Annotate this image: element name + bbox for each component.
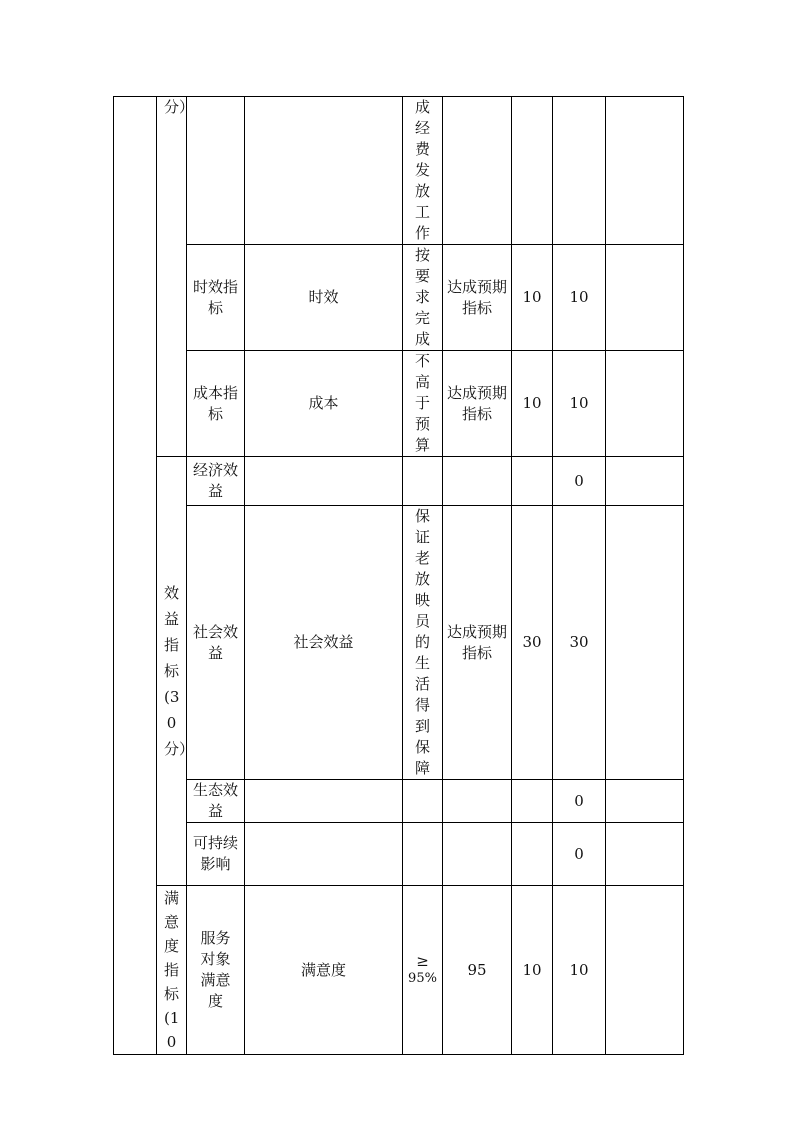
table-row [114,823,684,886]
output-indicator-tail: 分） [164,98,195,116]
weight-cell: 10 [512,886,553,1055]
weight-cell: 30 [512,506,553,780]
remark-cell [606,351,684,457]
table-row [114,97,684,245]
table-row [114,457,684,506]
indicator-cell [245,780,403,823]
level1-indicator-cell [114,97,157,1055]
indicator-cell: 成本 [245,351,403,457]
content-value: 95% [408,971,437,986]
content-text: 成经费发放工作 [415,98,431,242]
benefit-indicator-label: 效益指标(30分） [164,584,195,758]
remark-cell [606,780,684,823]
indicator-cell: 时效 [245,245,403,351]
weight-cell [512,97,553,245]
standard-cell [443,780,512,823]
indicator-cell: 社会效益 [245,506,403,780]
table-row [114,780,684,823]
remark-cell [606,457,684,506]
level3-cell [187,97,245,245]
remark-cell [606,245,684,351]
indicator-cell [245,97,403,245]
remark-cell [606,823,684,886]
standard-cell: 达成预期指标 [443,351,512,457]
score-cell: 0 [553,780,606,823]
standard-cell: 95 [443,886,512,1055]
weight-cell: 10 [512,351,553,457]
weight-cell [512,780,553,823]
level3-cell: 时效指标 [187,245,245,351]
content-cell [403,457,443,506]
score-cell: 0 [553,457,606,506]
standard-cell [443,457,512,506]
content-text: 不高于预算 [415,352,431,454]
level3-text: 服务对象满意度 [200,929,231,1010]
score-cell: 10 [553,886,606,1055]
weight-cell [512,823,553,886]
level3-cell: 成本指标 [187,351,245,457]
standard-cell: 达成预期指标 [443,506,512,780]
remark-cell [606,506,684,780]
indicator-cell [245,823,403,886]
standard-cell [443,823,512,886]
weight-cell [512,457,553,506]
score-cell: 10 [553,351,606,457]
content-cell [403,245,443,351]
remark-cell [606,97,684,245]
indicator-cell [245,457,403,506]
content-cell [403,506,443,780]
standard-cell: 达成预期指标 [443,245,512,351]
content-cell [403,886,443,1055]
level3-cell: 经济效益 [187,457,245,506]
level3-text: 可持续影响 [193,834,239,873]
level3-cell: 生态效益 [187,780,245,823]
content-cell [403,97,443,245]
level3-cell: 社会效益 [187,506,245,780]
content-cell [403,780,443,823]
satisfaction-indicator-cell [157,886,187,1055]
content-cell [403,823,443,886]
score-cell: 0 [553,823,606,886]
indicator-cell: 满意度 [245,886,403,1055]
remark-cell [606,886,684,1055]
table-row [114,506,684,780]
level3-cell [187,823,245,886]
score-cell: 10 [553,245,606,351]
performance-indicator-table [113,96,684,1055]
content-text: 按要求完成 [415,246,431,348]
level3-cell [187,886,245,1055]
table-row [114,886,684,1055]
benefit-indicator-cell [157,457,195,886]
standard-cell [443,97,512,245]
output-indicator-cell [157,97,195,457]
satisfaction-indicator-label: 满意度指标(10 [164,889,180,1051]
score-cell: 30 [553,506,606,780]
content-symbol: ≥ [416,952,429,970]
content-text: 保证老放映员的生活得到保障 [415,507,431,777]
weight-cell: 10 [512,245,553,351]
table-row [114,351,684,457]
score-cell [553,97,606,245]
content-cell [403,351,443,457]
table-row [114,245,684,351]
